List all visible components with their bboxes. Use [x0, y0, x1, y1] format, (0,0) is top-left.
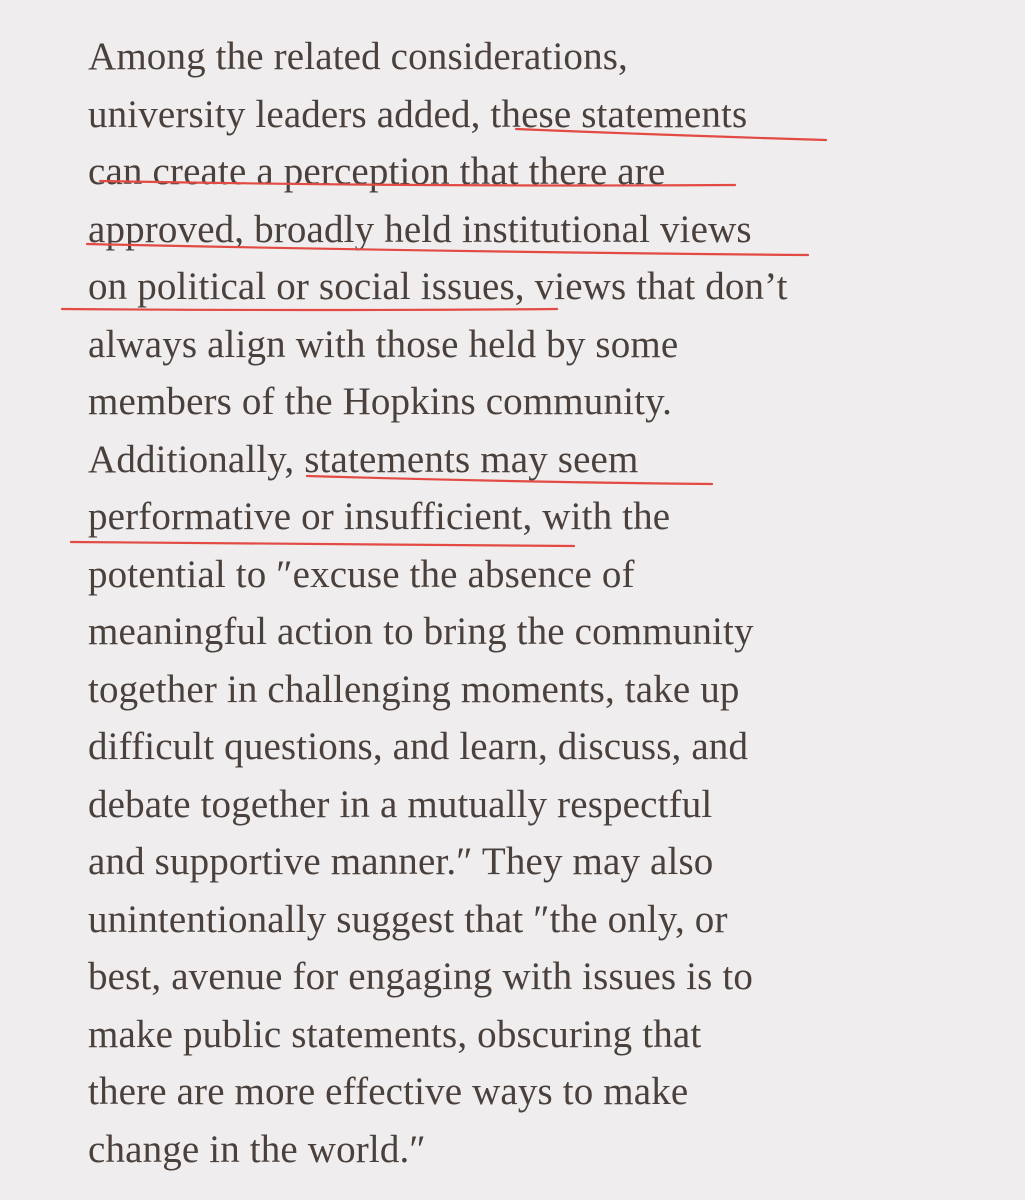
- text-line: make public statements, obscuring that: [88, 1012, 702, 1056]
- text-line: meaningful action to bring the community: [88, 610, 754, 653]
- text-line: change in the world.″: [88, 1127, 426, 1171]
- text-line: together in challenging moments, take up: [88, 667, 740, 711]
- text-line: always align with those held by some: [88, 322, 679, 366]
- text-line: difficult questions, and learn, discuss, and: [88, 725, 749, 768]
- text-line: debate together in a mutually respectful: [88, 782, 713, 826]
- text-line: university leaders added, these statements: [88, 92, 748, 136]
- text-line: performative or insufficient, with the: [88, 495, 671, 538]
- text-line: can create a perception that there are: [88, 150, 666, 193]
- text-line: and supportive manner.″ They may also: [88, 840, 714, 883]
- text-line: unintentionally suggest that ″the only, or: [88, 897, 728, 941]
- text-line: potential to ″excuse the absence of: [88, 552, 635, 596]
- text-line: Among the related considerations,: [88, 35, 628, 78]
- text-line: Additionally, statements may seem: [88, 437, 639, 481]
- text-line: on political or social issues, views that don’t: [88, 265, 788, 308]
- text-line: best, avenue for engaging with issues is to: [88, 955, 753, 998]
- article-passage: [88, 28, 968, 1178]
- text-line: there are more effective ways to make: [88, 1070, 689, 1113]
- text-line: approved, broadly held institutional views: [88, 207, 752, 251]
- text-line: members of the Hopkins community.: [88, 380, 673, 423]
